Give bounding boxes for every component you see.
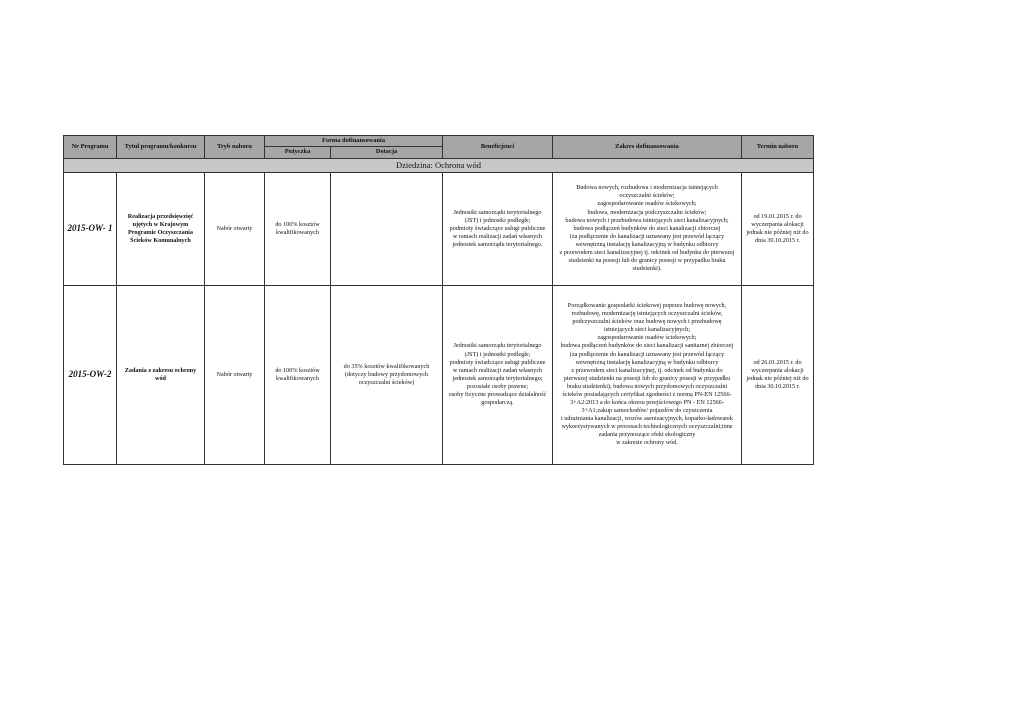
program-pozyczka: do 100% kosztów kwalifikowanych [265, 285, 331, 464]
program-pozyczka: do 100% kosztów kwalifikowanych [265, 172, 331, 285]
program-zakres: Porządkowanie gospodarki ściekowej poprzez budowę nowych, rozbudowę, modernizację istniejących oczyszczalni ścieków, podczyszczalni ścieków oraz budowę nowych i przebudowę istniejących sieci kanalizacyjnych; zagospodarowanie osadów ściekowych; budowa podłączeń budynków do sieci kanalizacji sanitarnej zbiorczej (za podłączenie do kanalizacji uznawany jest przewód łączący wewnętrzną instalację kanalizacyjną w budynku odbiorcy z przewodem sieci kanalizacyjnej, tj. odcinek od budynku do pierwszej studzienki na posesji lub do granicy posesji w przypadku braku studzienki); budowa nowych przydomowych oczyszczalni ścieków posiadających certyfikat zgodności z normą PN-EN 12566- 3+A2:2013 a do końca okresu przejściowego PN - EN 12566- 3+A1;zakup samochodów/ pojazdów do czyszczenia i udrażniania kanalizacji, wozów asenizacyjnych, koparko-ładowarek wykorzystywanych w procesach technologicznych oczyszczalni;inne zadania przynoszące efekt ekologiczny w zakresie ochrony wód. [553, 285, 742, 464]
program-termin: od 26.01.2015 r. do wyczerpania alokacji jednak nie później niż do dnia 30.10.2015 r. [742, 285, 814, 464]
program-beneficjenci: Jednostki samorządu terytorialnego (JST) i jednostki podległe; podmioty świadczące usługi publiczne w ramach realizacji zadań własnych jednostek samorządu terytorialnego; pozostałe osoby prawne; osoby fizyczne prowadzące działalność gospodarczą. [443, 285, 553, 464]
program-dotacja: do 35% kosztów kwalifikowanych (dotyczy budowy przydomowych oczyszczalni ścieków) [331, 285, 443, 464]
header-tryb: Tryb naboru [205, 136, 265, 159]
program-termin: od 19.01.2015 r. do wyczerpania alokacji jednak nie później niż do dnia 30.10.2015 r. [742, 172, 814, 285]
program-tryb: Nabór otwarty [205, 285, 265, 464]
header-dotacja: Dotacja [331, 147, 443, 158]
program-code: 2015-OW- 1 [64, 172, 117, 285]
program-dotacja [331, 172, 443, 285]
table-row [64, 285, 814, 464]
header-zakres: Zakres dofinansowania [553, 136, 742, 159]
header-termin: Termin naboru [742, 136, 814, 159]
programs-table [63, 135, 814, 465]
table-row [64, 172, 814, 285]
header-nr-programu: Nr Programu [64, 136, 117, 159]
header-tytul: Tytuł programu/konkursu [117, 136, 205, 159]
program-zakres: Budowa nowych, rozbudowa i modernizacja istniejących oczyszczalni ścieków; zagospodarowanie osadów ściekowych; budowa, modernizacja podczyszczalni ścieków; budowa nowych i przebudowa istniejących sieci kanalizacyjnych; budowa podłączeń budynków do sieci kanalizacji zbiorczej (za podłączenie do kanalizacji uznawany jest przewód łączący wewnętrzną instalację kanalizacyjną w budynku odbiorcy z przewodem sieci kanalizacyjnej tj. odcinek od budynku do pierwszej studzienki na posesji lub do granicy posesji w przypadku braku studzienki). [553, 172, 742, 285]
program-beneficjenci: Jednostki samorządu terytorialnego (JST) i jednostki podległe; podmioty świadczące usługi publiczne w ramach realizacji zadań własnych jednostek samorządu terytorialnego. [443, 172, 553, 285]
program-title: Zadania z zakresu ochrony wód [117, 285, 205, 464]
header-forma: Forma dofinansowania [265, 136, 443, 147]
program-tryb: Nabór otwarty [205, 172, 265, 285]
header-pozyczka: Pożyczka [265, 147, 331, 158]
program-code: 2015-OW-2 [64, 285, 117, 464]
header-beneficjenci: Beneficjenci [443, 136, 553, 159]
program-title: Realizacja przedsięwzięć ujętych w Krajowym Programie Oczyszczania Ścieków Komunalnych [117, 172, 205, 285]
domain-label: Dziedzina: Ochrona wód [64, 158, 814, 172]
